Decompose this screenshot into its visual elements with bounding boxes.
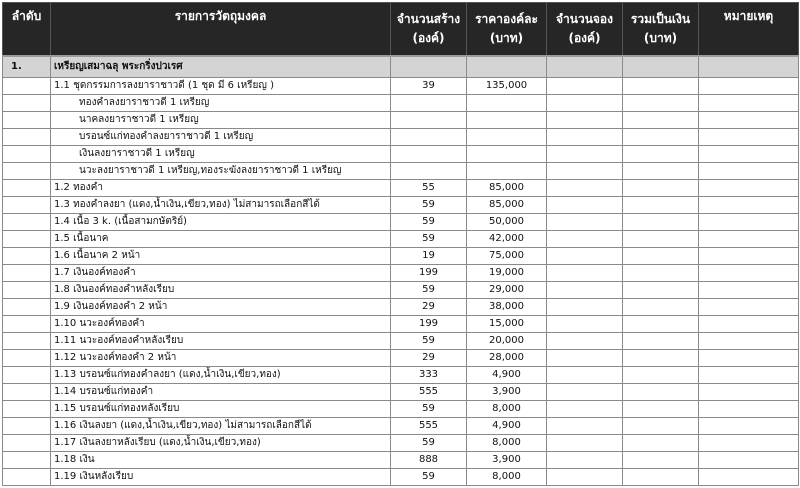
row-number-cell [3, 418, 51, 435]
row-qty-cell [391, 163, 467, 180]
row-item-cell: 1.13 บรอนซ์แก่ทองคำลงยา (แดง,น้ำเงิน,เขียว,ทอง) [51, 367, 391, 384]
row-reserved-cell [547, 112, 623, 129]
header-qty-made-line2: (องค์) [412, 31, 445, 45]
row-number-cell [3, 384, 51, 401]
row-reserved-cell [547, 78, 623, 95]
row-item-cell: 1.5 เนื้อนาค [51, 231, 391, 248]
header-total [623, 3, 699, 57]
header-price-line1: ราคาองค์ละ [475, 12, 538, 26]
section-cell-total [623, 56, 699, 78]
row-remark-cell [699, 435, 799, 452]
row-item-cell: 1.18 เงิน [51, 452, 391, 469]
row-item-cell: 1.4 เนื้อ 3 k. (เนื้อสามกษัตริย์) [51, 214, 391, 231]
row-remark-cell [699, 129, 799, 146]
row-price-cell [467, 112, 547, 129]
row-price-cell [467, 146, 547, 163]
row-item-cell: 1.6 เนื้อนาค 2 หน้า [51, 248, 391, 265]
row-reserved-cell [547, 299, 623, 316]
row-item-cell: 1.19 เงินหลังเรียบ [51, 469, 391, 486]
header-total-line1: รวมเป็นเงิน [630, 12, 691, 26]
row-reserved-cell [547, 146, 623, 163]
row-reserved-cell [547, 197, 623, 214]
row-reserved-cell [547, 316, 623, 333]
row-item-cell: ทองคำลงยาราชาวดี 1 เหรียญ [51, 95, 391, 112]
table-row [3, 248, 799, 265]
row-reserved-cell [547, 231, 623, 248]
row-item-cell: 1.12 นวะองค์ทองคำ 2 หน้า [51, 350, 391, 367]
header-no: ลำดับ [3, 3, 51, 57]
row-remark-cell [699, 78, 799, 95]
row-qty-cell: 59 [391, 231, 467, 248]
row-price-cell: 3,900 [467, 452, 547, 469]
row-remark-cell [699, 367, 799, 384]
section-cell-remark [699, 56, 799, 78]
row-price-cell: 135,000 [467, 78, 547, 95]
table-row [3, 333, 799, 350]
row-item-cell: 1.1 ชุดกรรมการลงยาราชาวดี (1 ชุด มี 6 เหรียญ ) [51, 78, 391, 95]
row-price-cell: 75,000 [467, 248, 547, 265]
row-reserved-cell [547, 214, 623, 231]
row-remark-cell [699, 146, 799, 163]
header-qty-made [391, 3, 467, 57]
row-remark-cell [699, 231, 799, 248]
row-remark-cell [699, 299, 799, 316]
table-row [3, 418, 799, 435]
row-remark-cell [699, 112, 799, 129]
row-total-cell [623, 333, 699, 350]
table-row [3, 367, 799, 384]
row-total-cell [623, 384, 699, 401]
row-number-cell [3, 146, 51, 163]
row-number-cell [3, 214, 51, 231]
row-item-cell: 1.11 นวะองค์ทองคำหลังเรียบ [51, 333, 391, 350]
table-row [3, 231, 799, 248]
row-item-cell: นาคลงยาราชาวดี 1 เหรียญ [51, 112, 391, 129]
table-row [3, 95, 799, 112]
row-qty-cell: 59 [391, 401, 467, 418]
row-qty-cell [391, 95, 467, 112]
header-qty-reserved-line2: (องค์) [568, 31, 601, 45]
table-row [3, 316, 799, 333]
row-price-cell: 29,000 [467, 282, 547, 299]
row-remark-cell [699, 418, 799, 435]
row-qty-cell: 59 [391, 435, 467, 452]
header-item: รายการวัตถุมงคล [51, 3, 391, 57]
row-item-cell: 1.8 เงินองค์ทองคำหลังเรียบ [51, 282, 391, 299]
table-row [3, 350, 799, 367]
table-row [3, 384, 799, 401]
row-total-cell [623, 214, 699, 231]
row-total-cell [623, 435, 699, 452]
row-price-cell: 42,000 [467, 231, 547, 248]
table-row [3, 435, 799, 452]
header-price-line2: (บาท) [489, 31, 524, 45]
row-remark-cell [699, 197, 799, 214]
row-price-cell: 85,000 [467, 180, 547, 197]
row-qty-cell: 55 [391, 180, 467, 197]
row-item-cell: 1.10 นวะองค์ทองคำ [51, 316, 391, 333]
table-row [3, 214, 799, 231]
row-price-cell: 4,900 [467, 367, 547, 384]
section-number: 1. [3, 56, 51, 78]
row-item-cell: 1.17 เงินลงยาหลังเรียบ (แดง,น้ำเงิน,เขียว,ทอง) [51, 435, 391, 452]
row-number-cell [3, 95, 51, 112]
row-price-cell [467, 95, 547, 112]
row-remark-cell [699, 350, 799, 367]
table-row [3, 112, 799, 129]
row-price-cell: 8,000 [467, 401, 547, 418]
row-item-cell: 1.2 ทองคำ [51, 180, 391, 197]
row-qty-cell: 39 [391, 78, 467, 95]
table-row [3, 146, 799, 163]
table-row [3, 163, 799, 180]
table-row [3, 129, 799, 146]
section-title: เหรียญเสมาฉลุ พระกริ่งปวเรศ [51, 56, 391, 78]
row-price-cell: 4,900 [467, 418, 547, 435]
header-qty-reserved-line1: จำนวนจอง [555, 12, 613, 26]
row-reserved-cell [547, 350, 623, 367]
row-remark-cell [699, 401, 799, 418]
row-total-cell [623, 129, 699, 146]
row-remark-cell [699, 333, 799, 350]
table-row [3, 265, 799, 282]
row-price-cell: 3,900 [467, 384, 547, 401]
row-item-cell: บรอนซ์แก่ทองคำลงยาราชาวดี 1 เหรียญ [51, 129, 391, 146]
row-total-cell [623, 163, 699, 180]
row-qty-cell: 333 [391, 367, 467, 384]
row-price-cell: 8,000 [467, 435, 547, 452]
price-table [2, 2, 799, 486]
row-price-cell: 28,000 [467, 350, 547, 367]
row-total-cell [623, 265, 699, 282]
row-number-cell [3, 452, 51, 469]
row-number-cell [3, 435, 51, 452]
row-reserved-cell [547, 163, 623, 180]
row-qty-cell: 888 [391, 452, 467, 469]
row-total-cell [623, 112, 699, 129]
row-remark-cell [699, 248, 799, 265]
section-cell-qty [391, 56, 467, 78]
table-row [3, 469, 799, 486]
header-total-line2: (บาท) [643, 31, 678, 45]
row-reserved-cell [547, 401, 623, 418]
row-qty-cell [391, 129, 467, 146]
row-total-cell [623, 197, 699, 214]
row-total-cell [623, 452, 699, 469]
row-remark-cell [699, 265, 799, 282]
row-item-cell: 1.16 เงินลงยา (แดง,น้ำเงิน,เขียว,ทอง) ไม่สามารถเลือกสีได้ [51, 418, 391, 435]
row-qty-cell: 59 [391, 214, 467, 231]
row-price-cell: 15,000 [467, 316, 547, 333]
row-remark-cell [699, 282, 799, 299]
row-total-cell [623, 316, 699, 333]
row-remark-cell [699, 214, 799, 231]
header-qty-made-line1: จำนวนสร้าง [396, 12, 461, 26]
row-number-cell [3, 333, 51, 350]
row-number-cell [3, 350, 51, 367]
row-total-cell [623, 180, 699, 197]
row-number-cell [3, 299, 51, 316]
table-row [3, 299, 799, 316]
row-reserved-cell [547, 265, 623, 282]
row-remark-cell [699, 316, 799, 333]
row-remark-cell [699, 384, 799, 401]
row-reserved-cell [547, 435, 623, 452]
header-qty-reserved [547, 3, 623, 57]
row-qty-cell: 555 [391, 384, 467, 401]
row-qty-cell: 199 [391, 316, 467, 333]
row-number-cell [3, 180, 51, 197]
row-total-cell [623, 401, 699, 418]
row-number-cell [3, 231, 51, 248]
row-qty-cell: 29 [391, 299, 467, 316]
row-qty-cell [391, 146, 467, 163]
section-cell-reserved [547, 56, 623, 78]
row-number-cell [3, 469, 51, 486]
row-number-cell [3, 248, 51, 265]
row-number-cell [3, 197, 51, 214]
row-total-cell [623, 95, 699, 112]
row-price-cell [467, 129, 547, 146]
row-total-cell [623, 299, 699, 316]
row-item-cell: นวะลงยาราชาวดี 1 เหรียญ,ทองระฆังลงยาราชาวดี 1 เหรียญ [51, 163, 391, 180]
row-number-cell [3, 163, 51, 180]
row-remark-cell [699, 95, 799, 112]
row-item-cell: 1.15 บรอนซ์แก่ทองหลังเรียบ [51, 401, 391, 418]
row-reserved-cell [547, 384, 623, 401]
row-item-cell: 1.9 เงินองค์ทองคำ 2 หน้า [51, 299, 391, 316]
row-number-cell [3, 316, 51, 333]
table-row [3, 452, 799, 469]
row-number-cell [3, 367, 51, 384]
row-item-cell: 1.14 บรอนซ์แก่ทองคำ [51, 384, 391, 401]
row-reserved-cell [547, 452, 623, 469]
row-remark-cell [699, 469, 799, 486]
row-number-cell [3, 265, 51, 282]
row-total-cell [623, 367, 699, 384]
row-price-cell: 50,000 [467, 214, 547, 231]
row-qty-cell: 19 [391, 248, 467, 265]
row-reserved-cell [547, 333, 623, 350]
row-total-cell [623, 418, 699, 435]
row-qty-cell: 29 [391, 350, 467, 367]
row-number-cell [3, 282, 51, 299]
row-price-cell [467, 163, 547, 180]
row-price-cell: 19,000 [467, 265, 547, 282]
row-qty-cell: 555 [391, 418, 467, 435]
row-price-cell: 20,000 [467, 333, 547, 350]
row-reserved-cell [547, 469, 623, 486]
row-price-cell: 8,000 [467, 469, 547, 486]
row-total-cell [623, 78, 699, 95]
table-row [3, 282, 799, 299]
row-number-cell [3, 129, 51, 146]
row-total-cell [623, 282, 699, 299]
table-row [3, 401, 799, 418]
row-item-cell: 1.7 เงินองค์ทองคำ [51, 265, 391, 282]
row-qty-cell: 199 [391, 265, 467, 282]
row-qty-cell: 59 [391, 197, 467, 214]
row-qty-cell [391, 112, 467, 129]
row-qty-cell: 59 [391, 333, 467, 350]
row-total-cell [623, 231, 699, 248]
row-total-cell [623, 469, 699, 486]
row-price-cell: 38,000 [467, 299, 547, 316]
row-total-cell [623, 248, 699, 265]
row-price-cell: 85,000 [467, 197, 547, 214]
row-reserved-cell [547, 129, 623, 146]
row-reserved-cell [547, 180, 623, 197]
row-total-cell [623, 350, 699, 367]
row-number-cell [3, 112, 51, 129]
table-row [3, 197, 799, 214]
header-remark: หมายเหตุ [699, 3, 799, 57]
row-total-cell [623, 146, 699, 163]
row-reserved-cell [547, 282, 623, 299]
row-number-cell [3, 401, 51, 418]
row-remark-cell [699, 163, 799, 180]
header-row [3, 3, 799, 57]
row-reserved-cell [547, 418, 623, 435]
table-row [3, 180, 799, 197]
section-cell-price [467, 56, 547, 78]
row-remark-cell [699, 452, 799, 469]
row-reserved-cell [547, 367, 623, 384]
section-row [3, 56, 799, 78]
row-number-cell [3, 78, 51, 95]
header-price [467, 3, 547, 57]
row-reserved-cell [547, 95, 623, 112]
row-qty-cell: 59 [391, 282, 467, 299]
row-item-cell: 1.3 ทองคำลงยา (แดง,น้ำเงิน,เขียว,ทอง) ไม่สามารถเลือกสีได้ [51, 197, 391, 214]
row-item-cell: เงินลงยาราชาวดี 1 เหรียญ [51, 146, 391, 163]
row-qty-cell: 59 [391, 469, 467, 486]
row-remark-cell [699, 180, 799, 197]
table-row [3, 78, 799, 95]
row-reserved-cell [547, 248, 623, 265]
